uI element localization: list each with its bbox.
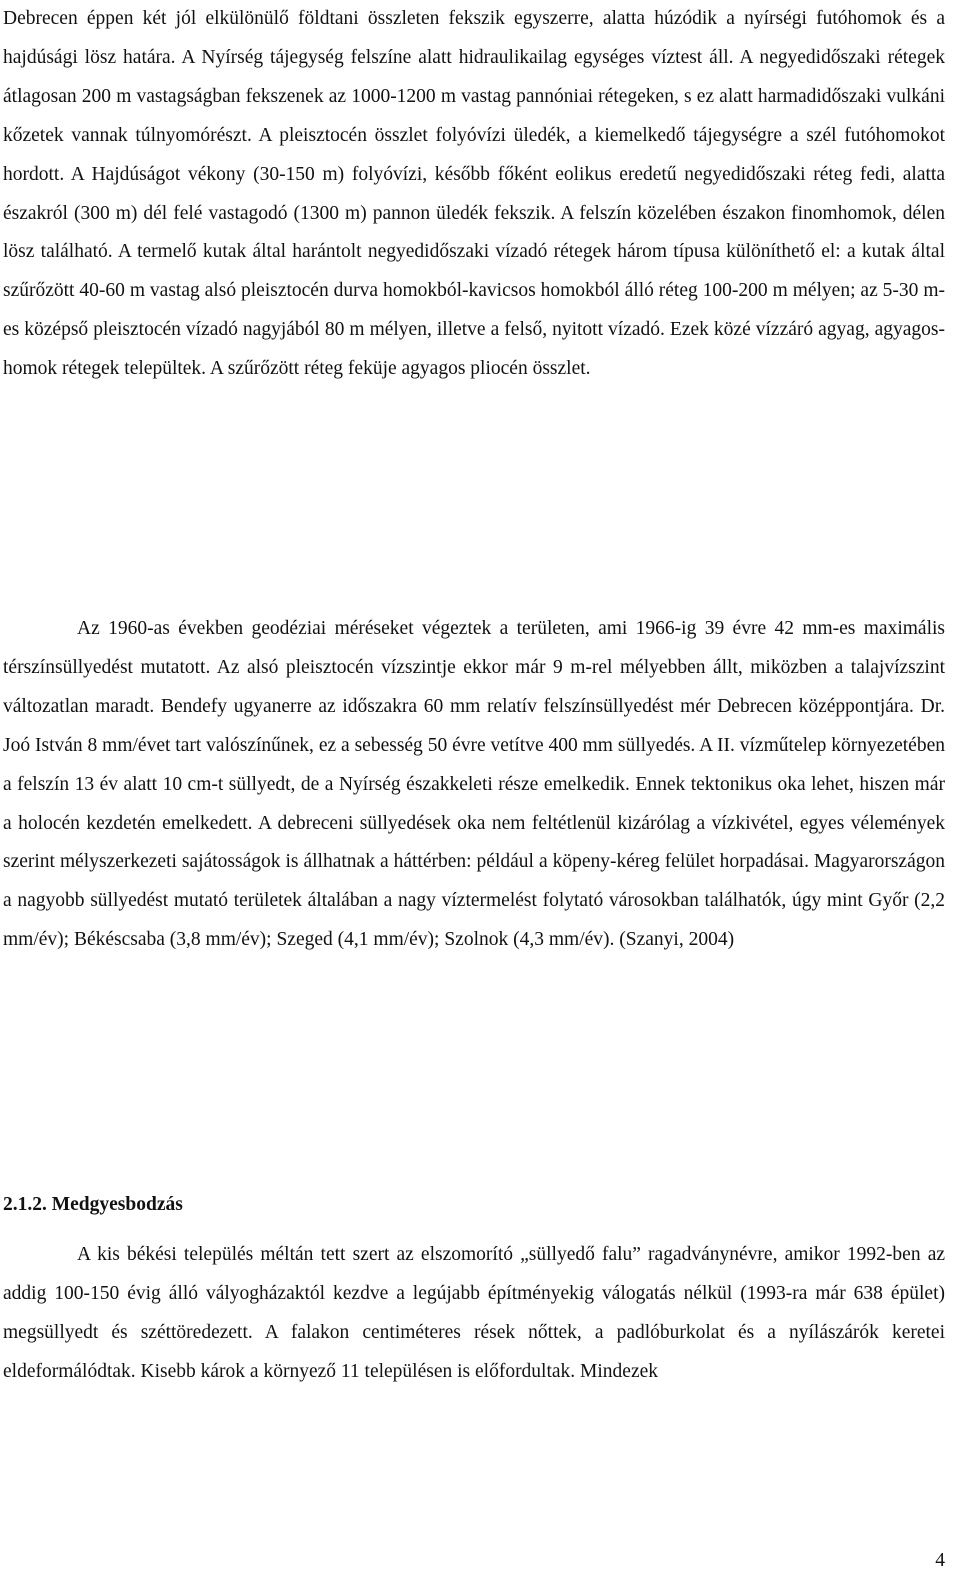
page-number: 4 bbox=[935, 1550, 945, 1571]
section-heading: 2.1.2. Medgyesbodzás bbox=[3, 1194, 183, 1215]
paragraph-debrecen-geology: Debrecen éppen két jól elkülönülő földtani összleten fekszik egyszerre, alatta húzódik a nyírségi futóhomok és a hajdúsági lösz határa. A Nyírség tájegység felszíne alatt hidraulikailag egységes víztest áll. A negyedidőszaki rétegek átlagosan 200 m vastagságban fekszenek az 1000-1200 m vastag pannóniai rétegeken, s ez alatt harmadidőszaki vulkáni kőzetek vannak túlnyomórészt. A pleisztocén összlet folyóvízi üledék, a kiemelkedő tájegységre a szél futóhomokot hordott. A Hajdúságot vékony (30-150 m) folyóvízi, később főként eolikus eredetű negyedidőszaki réteg fedi, alatta északról (300 m) dél felé vastagodó (1300 m) pannon üledék fekszik. A felszín közelében északon finomhomok, délen lösz található. A termelő kutak által harántolt negyedidőszaki vízadó rétegek három típusa különíthető el: a kutak által szűrőzött 40-60 m vastag alsó pleisztocén durva homokból-kavicsos homokból álló réteg 100-200 m mélyen; az 5-30 m-es középső pleisztocén vízadó nagyjából 80 m mélyen, illetve a felső, nyitott vízadó. Ezek közé vízzáró agyag, agyagos-homok rétegek települtek. A szűrőzött réteg feküje agyagos pliocén összlet. bbox=[3, 8, 945, 380]
paragraph-subsidence-measurements: Az 1960-as években geodéziai méréseket végeztek a területen, ami 1966-ig 39 évre 42 mm-es maximális térszínsüllyedést mutatott. Az alsó pleisztocén vízszintje ekkor már 9 m-rel mélyebben állt, miközben a talajvízszint változatlan maradt. Bendefy ugyanerre az időszakra 60 mm relatív felszínsüllyedést mér Debrecen középpontjára. Dr. Joó István 8 mm/évet tart valószínűnek, ez a sebesség 50 évre vetítve 400 mm süllyedés. A II. vízműtelep környezetében a felszín 13 év alatt 10 cm-t süllyedt, de a Nyírség északkeleti része emelkedik. Ennek tektonikus oka lehet, hiszen már a holocén kezdetén emelkedett. A debreceni süllyedések oka nem feltétlenül kizárólag a vízkivétel, egyes vélemények szerint mélyszerkezeti sajátosságok is állhatnak a háttérben: például a köpeny-kéreg felület horpadásai. Magyarországon a nagyobb süllyedést mutató területek általában a nagy víztermelést folytató városokban találhatók, úgy mint Győr (2,2 mm/év); Békéscsaba (3,8 mm/év); Szeged (4,1 mm/év); Szolnok (4,3 mm/év). (Szanyi, 2004) bbox=[3, 618, 945, 951]
paragraph-medgyesbodzas: A kis békési település méltán tett szert az elszomorító „süllyedő falu” ragadványnévre, amikor 1992-ben az addig 100-150 évig álló vályogházaktól kezdve a legújabb építményekig válogatás nélkül (1993-ra már 638 épület) megsüllyedt és széttöredezett. A falakon centiméteres rések nőttek, a padlóburkolat és a nyílászárók keretei eldeformálódtak. Kisebb károk a környező 11 településen is előfordultak. Mindezek bbox=[3, 1244, 945, 1382]
